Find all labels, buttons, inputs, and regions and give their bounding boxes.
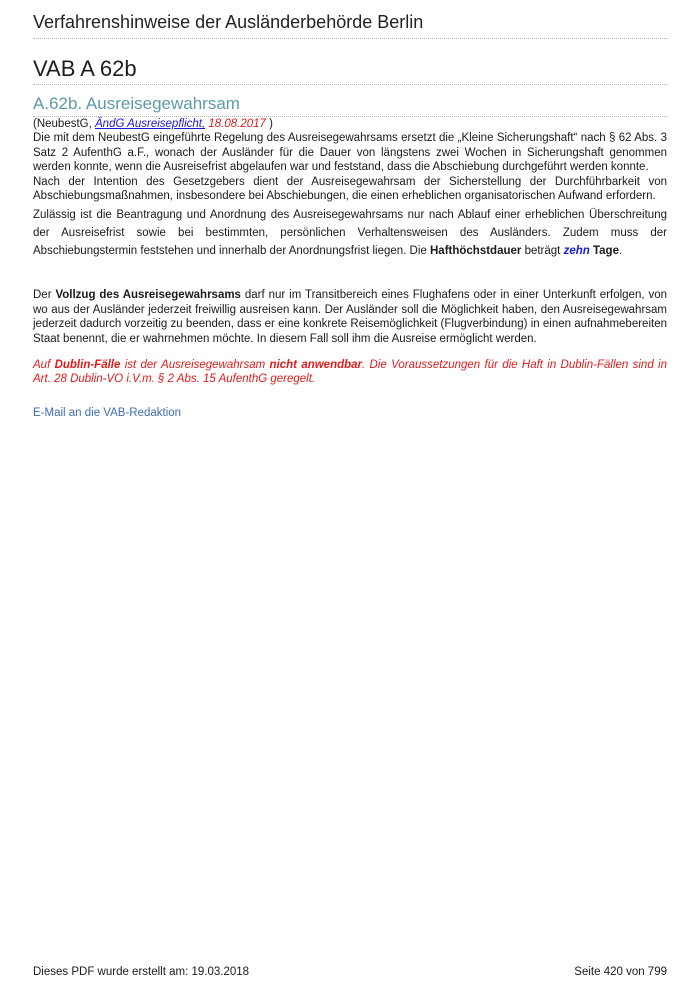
- p5-dublin-faelle: Dublin-Fälle: [54, 359, 121, 372]
- citation-line: [33, 117, 667, 131]
- p3-end: .: [618, 245, 623, 258]
- document-page: [33, 0, 667, 990]
- citation-date: 18.08.2017: [205, 118, 266, 130]
- p5-nicht-anwendbar: nicht anwendbar: [269, 359, 363, 372]
- document-header: Verfahrenshinweise der Ausländerbehörde Berlin: [33, 12, 424, 32]
- p3-mid: beträgt: [521, 245, 564, 258]
- p5-mid: ist der Ausreisegewahrsam: [120, 359, 270, 372]
- amendment-link[interactable]: ÄndG Ausreisepflicht,: [95, 118, 206, 130]
- p4-text: darf nur im Transitbereich eines Flughafens oder in einer Unterkunft erfolgen, von wo aus der Ausländer jederzeit freiwillig ausreisen kann. Der Ausländer soll die Möglichkeit haben, den Ausreisegewahrsam jederzeit dadurch vorzeitig zu beenden, dass er eine konkrete Reisemöglichkeit (Flugverbindung) in einen aufnahmebereiten Staat benennt, die er wahrnehmen möchte. In diesem Fall soll ihm die Ausreise ermöglicht werden.: [33, 289, 668, 345]
- paragraph-intention: Nach der Intention des Gesetzgebers dient der Ausreisegewahrsam der Sicherstellung der Durchführbarkeit von Abschiebungsmaßnahmen, insbesondere bei Abschiebungen, die einen erheblichen organisatorischen Aufwand erfordern.: [33, 175, 667, 203]
- p4-pre: Der: [33, 289, 56, 302]
- citation-open: (NeubestG,: [33, 118, 95, 130]
- footer-page-number: Seite 420 von 799: [574, 966, 667, 978]
- paragraph-intro: Die mit dem NeubestG eingeführte Regelung des Ausreisegewahrsams ersetzt die „Kleine Sicherungshaft“ nach § 62 Abs. 3 Satz 2 AufenthG a.F., wonach der Ausländer für die Dauer von längstens zwei Wochen in Sicherungshaft genommen werden konnte, wenn die Ausreisefrist abgelaufen war und feststand, dass die Abschiebung durchgeführt werden konnte.: [33, 132, 667, 174]
- document-body: [33, 117, 667, 420]
- section-title: A.62b. Ausreisegewahrsam: [33, 94, 240, 113]
- p3-zehn: zehn: [563, 245, 590, 258]
- section-id-heading: VAB A 62b: [33, 56, 137, 81]
- section-divider: [33, 84, 667, 85]
- paragraph-vollzug: [33, 288, 667, 346]
- p3-tage: Tage: [589, 245, 619, 258]
- p5-pre: Auf: [33, 359, 55, 372]
- paragraph-dublin: [33, 358, 667, 387]
- paragraph-zulaessigkeit: [33, 206, 667, 260]
- citation-close: ): [265, 118, 273, 130]
- p4-vollzug-bold: Vollzug des Ausreisegewahrsams: [55, 289, 241, 302]
- footer-created-date: Dieses PDF wurde erstellt am: 19.03.2018: [33, 966, 250, 978]
- p3-hafthoechstdauer: Hafthöchstdauer: [430, 245, 522, 258]
- p3-text: Zulässig ist die Beantragung und Anordnung des Ausreisegewahrsams nur nach Ablauf einer erheblichen Überschreitung der Ausreisefrist sowie bei bestimmten, persönlichen Verhaltensweisen des Ausländers. Zudem muss der Abschiebungstermin feststehen und innerhalb der Anordnungsfrist liegen. Die: [33, 209, 667, 258]
- header-divider: [33, 38, 667, 39]
- p5-end: . Die Voraussetzungen für die Haft in Dublin-Fällen sind in Art. 28 Dublin-VO i.V.m. § 2 Abs. 15 AufenthG geregelt.: [33, 359, 667, 386]
- email-link[interactable]: E-Mail an die VAB-Redaktion: [33, 406, 182, 419]
